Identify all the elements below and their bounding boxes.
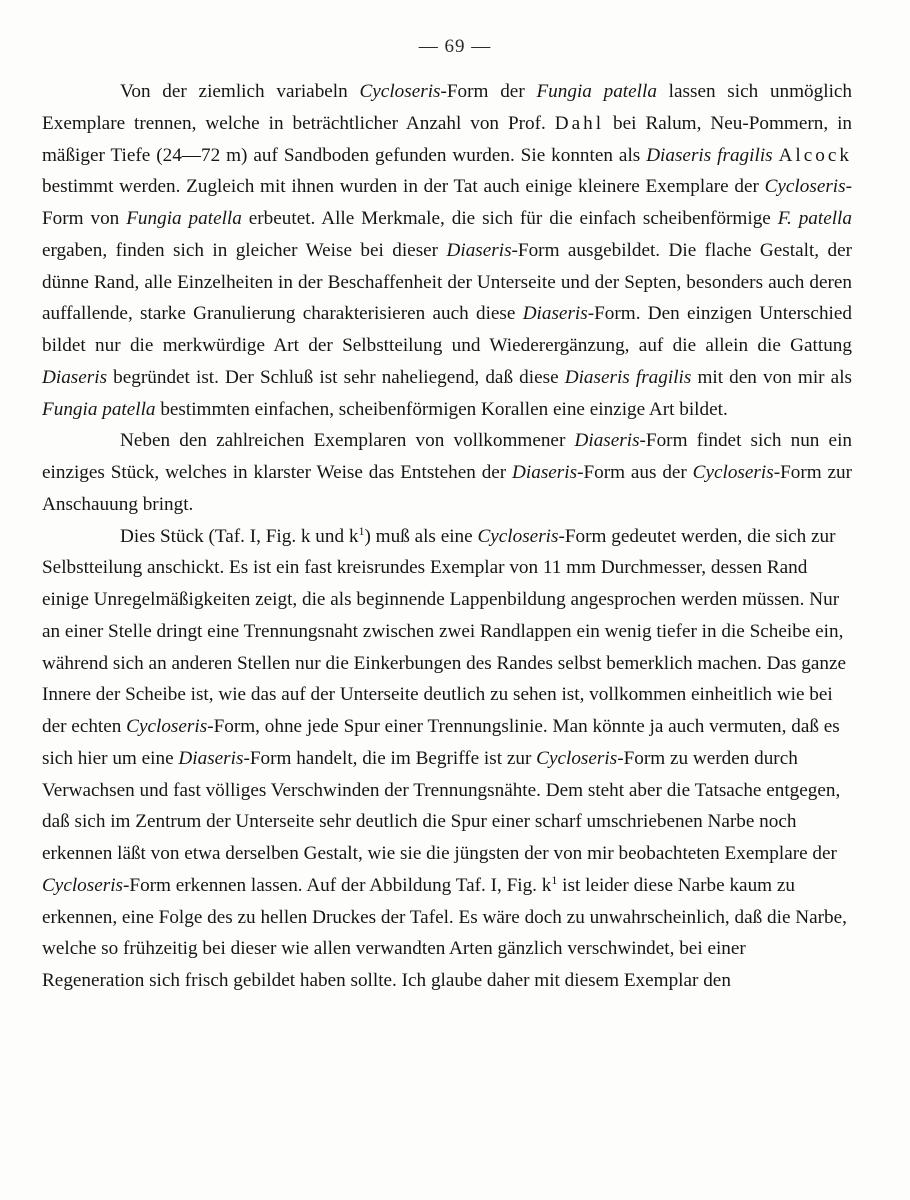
spaced-name: Alcock	[778, 144, 852, 166]
text-run: -Form zu werden durch Verwachsen und fast völliges Verschwinden der Trennungsnähte. Dem steht aber die Tatsache entgegen, daß sich im Zentrum der Unterseite sehr deutlich die Spur einer scharf umschriebenen Narbe noch erkennen läßt von etwa derselben Gestalt, wie sie die jüngsten der von mir beobachteten Exemplare der	[42, 747, 841, 864]
paragraph	[42, 425, 852, 520]
text-run: ergaben, finden sich in gleicher Weise bei dieser	[42, 239, 447, 261]
italic-term: Cycloseris	[126, 716, 208, 737]
superscript: 1	[551, 872, 558, 887]
italic-term: Fungia patella	[42, 398, 156, 420]
text-run: Von der ziemlich variabeln	[120, 81, 360, 102]
text-run: ist leider diese Narbe kaum zu erkennen, eine Folge des zu hellen Druckes der Tafel. Es wäre doch zu unwahrscheinlich, daß die Narbe, welche so frühzeitig bei dieser wie allen verwandten Arten gänzlich verschwindet, bei einer Regeneration sich frisch gebildet haben sollte. Ich glaube daher mit diesem Exemplar den	[42, 874, 847, 991]
paragraph	[42, 76, 852, 425]
italic-term: Fungia patella	[536, 81, 657, 102]
text-run: bestimmt werden. Zugleich mit ihnen wurden in der Tat auch einige kleinere Exemplare der	[42, 176, 765, 198]
text-run: mit den von mir als	[691, 366, 852, 388]
text-run: begründet ist. Der Schluß ist sehr naheliegend, daß diese	[107, 366, 565, 388]
italic-term: F. patella	[777, 208, 852, 229]
text-run: -Form. Den einzigen Unterschied bildet nur die merkwürdige Art der Selbstteilung und Wiederergänzung, auf die allein die Gattung	[42, 303, 852, 356]
superscript: 1	[358, 523, 365, 538]
text-run: Neben den zahlreichen Exemplaren von vollkommener	[120, 430, 575, 452]
text-run: -Form, ohne jede Spur einer Trennungslinie. Man könnte ja auch vermuten, daß es sich hier um eine	[42, 716, 840, 769]
text-run: -Form von	[42, 176, 852, 229]
text-run: -Form der	[440, 81, 537, 102]
text-run: -Form aus der	[577, 462, 693, 483]
italic-term: Cycloseris	[42, 874, 124, 896]
text-run: -Form zur Anschauung bringt.	[42, 462, 853, 515]
text-run: lassen sich unmöglich Exemplare trennen, welche in beträchtlicher Anzahl von Prof.	[42, 81, 853, 134]
text-run: ) muß als eine	[364, 525, 478, 547]
italic-term: Cycloseris	[692, 462, 774, 483]
italic-term: Diaseris fragilis	[646, 144, 773, 166]
italic-term: Diaseris	[522, 303, 588, 325]
text-run: -Form handelt, die im Begriffe ist zur	[243, 747, 537, 769]
italic-term: Diaseris	[574, 430, 640, 452]
italic-term: Diaseris	[446, 239, 512, 261]
text-run: bei Ralum, Neu-Pommern, in mäßiger Tiefe (24—72 m) auf Sandboden gefunden wurden. Sie konnten als	[42, 112, 853, 166]
body-text	[42, 76, 852, 997]
text-run: erbeutet. Alle Merkmale, die sich für die einfach scheibenförmige	[241, 208, 778, 229]
text-run: Dies Stück (Taf. I, Fig. k und k	[120, 525, 359, 547]
spaced-name: Dahl	[554, 112, 605, 134]
italic-term: Cycloseris	[536, 747, 618, 769]
italic-term: Diaseris	[512, 462, 578, 483]
italic-term: Fungia patella	[126, 208, 242, 229]
text-run: -Form ausgebildet. Die flache Gestalt, der dünne Rand, alle Einzelheiten in der Beschaffenheit der Unterseite und der Septen, besonders auch deren auffallende, starke Granulierung charakterisieren auch diese	[42, 239, 852, 325]
text-run: -Form erkennen lassen. Auf der Abbildung Taf. I, Fig. k	[123, 874, 552, 896]
italic-term: Diaseris	[178, 747, 244, 769]
paragraph	[42, 521, 852, 997]
italic-term: Cycloseris	[477, 525, 559, 547]
italic-term: Diaseris fragilis	[564, 366, 692, 388]
text-run: bestimmten einfachen, scheibenförmigen Korallen eine einzige Art bildet.	[155, 398, 728, 420]
text-run: -Form findet sich nun ein einziges Stück, welches in klarster Weise das Entstehen der	[42, 430, 852, 483]
text-run: -Form gedeutet werden, die sich zur Selbstteilung anschickt. Es ist ein fast kreisrundes Exemplar von 11 mm Durchmesser, dessen Rand einige Unregelmäßigkeiten zeigt, die als beginnende Lappenbildung angesprochen werden müssen. Nur an einer Stelle dringt eine Trennungsnaht zwischen zwei Randlappen ein wenig tiefer in die Scheibe ein, während sich an anderen Stellen nur die Einkerbungen des Randes selbst bemerklich machen. Das ganze Innere der Scheibe ist, wie das auf der Unterseite deutlich zu sehen ist, vollkommen einheitlich wie bei der echten	[42, 525, 847, 737]
italic-term: Diaseris	[42, 366, 108, 388]
page-number: — 69 —	[418, 36, 492, 57]
italic-term: Cycloseris	[359, 81, 441, 102]
italic-term: Cycloseris	[764, 176, 846, 198]
